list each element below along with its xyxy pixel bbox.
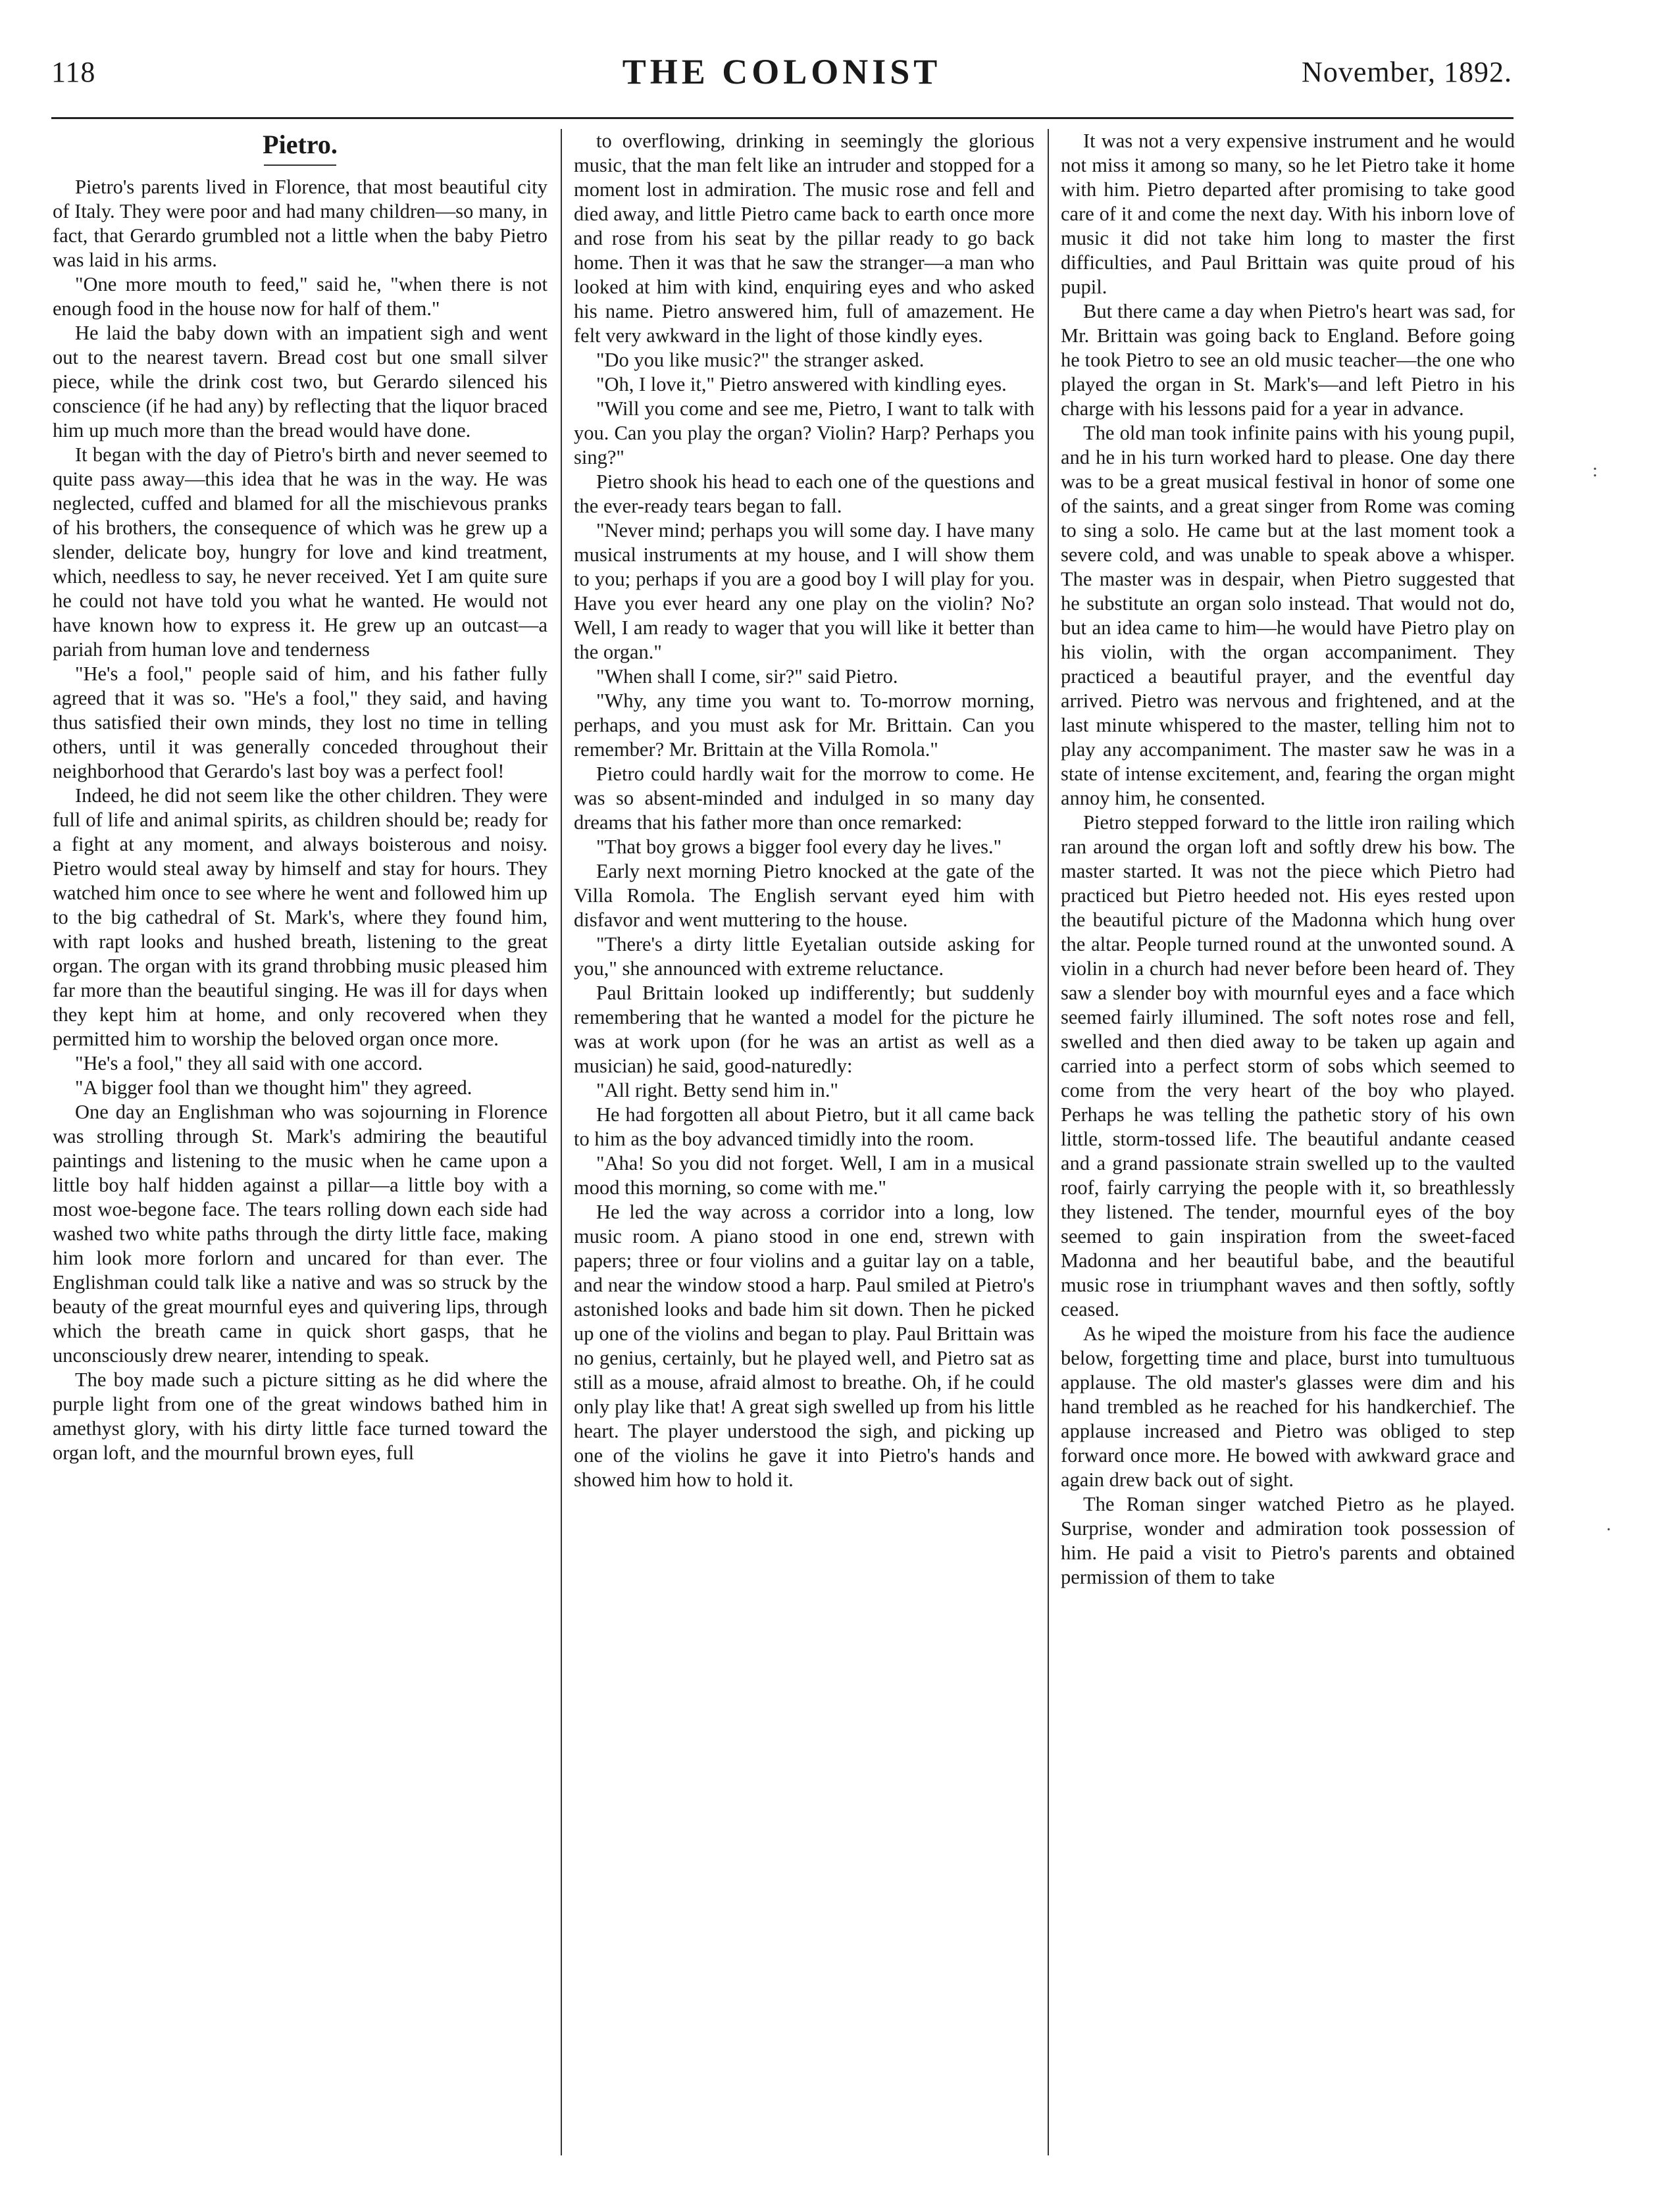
paragraph: "Will you come and see me, Pietro, I want to talk with you. Can you play the organ? Violin? Harp? Perhaps you sing?" <box>574 397 1034 468</box>
paragraph: "He's a fool," people said of him, and his father fully agreed that it was so. "He's a fool," they said, and having thus satisfied their own minds, they lost no time in telling others, until it was generally conceded throughout their neighborhood that Gerardo's last boy was a perfect fool! <box>53 663 547 782</box>
article-title: Pietro. <box>263 130 338 159</box>
paragraph: He had forgotten all about Pietro, but it all came back to him as the boy advanced timidly into the room. <box>574 1103 1034 1150</box>
paragraph: Pietro could hardly wait for the morrow to come. He was so absent-minded and indulged in so many day dreams that his father more than once remarked: <box>574 763 1034 834</box>
paragraph: Pietro's parents lived in Florence, that most beautiful city of Italy. They were poor and had many children—so many, in fact, that Gerardo grumbled not a little when the baby Pietro was laid in his arms. <box>53 176 547 271</box>
paragraph: "That boy grows a bigger fool every day he lives." <box>596 836 1002 858</box>
paragraph: Paul Brittain looked up indifferently; but suddenly remembering that he wanted a model for the picture he was at work upon (for he was an artist as well as a musician) he said, good-naturedly: <box>574 982 1034 1077</box>
issue-date: November, 1892. <box>1302 56 1512 88</box>
paragraph: Indeed, he did not seem like the other children. They were full of life and animal spirits, as children should be; ready for a fight at any moment, and always boisterous and noisy. Pietro would steal away by himself and stay for hours. They watched him once to see where he went and followed him up to the big cathedral of St. Mark's, where they found him, with rapt looks and hushed breath, listening to the great organ. The organ with its grand throbbing music pleased him far more than the beautiful singing. He was ill for days when they kept him at home, and only recovered when they permitted him to worship the beloved organ once more. <box>53 784 547 1050</box>
column-1-body <box>53 175 547 1465</box>
paragraph: But there came a day when Pietro's heart was sad, for Mr. Brittain was going back to England. Before going he took Pietro to see an old music teacher—the one who played the organ in St. Mark's—and left Pietro in his charge with his lessons paid for a year in advance. <box>1061 300 1515 420</box>
paragraph: "All right. Betty send him in." <box>596 1079 839 1101</box>
paragraph: "When shall I come, sir?" said Pietro. <box>596 665 898 688</box>
paragraph: "One more mouth to feed," said he, "when there is not enough food in the house now for half of them." <box>53 273 547 320</box>
paragraph: One day an Englishman who was sojourning in Florence was strolling through St. Mark's admiring the beautiful paintings and listening to the music when he came upon a little boy half hidden against a pillar—a little boy with a most woe-begone face. The tears rolling down each side had washed two white paths through the dirty little face, making him look more forlorn and uncared for than ever. The Englishman could talk like a native and was so struck by the beauty of the great mournful eyes and quivering lips, through which the breath came in quick short gasps, that he unconsciously drew nearer, intending to speak. <box>53 1101 547 1367</box>
column-2-body <box>574 129 1034 1492</box>
column-3 <box>1061 129 1515 2155</box>
header-rule <box>51 117 1513 119</box>
page-header <box>51 51 1512 97</box>
paragraph: "He's a fool," they all said with one accord. <box>75 1052 423 1074</box>
paragraph: "A bigger fool than we thought him" they agreed. <box>75 1076 472 1099</box>
page-number: 118 <box>51 56 96 88</box>
paragraph: "Oh, I love it," Pietro answered with kindling eyes. <box>596 373 1007 395</box>
paragraph: Early next morning Pietro knocked at the gate of the Villa Romola. The English servant eyed him with disfavor and went muttering to the house. <box>574 860 1034 931</box>
margin-mark: : <box>1592 461 1598 481</box>
paragraph: Pietro stepped forward to the little iron railing which ran around the organ loft and softly drew his bow. The master started. It was not the piece which Pietro had practiced but Pietro heeded not. His eyes rested upon the beautiful picture of the Madonna which hung over the altar. People turned round at the unwonted sound. A violin in a church had never before been heard of. They saw a slender boy with mournful eyes and a face which seemed fairly illumined. The soft notes rose and fell, swelled and then died away to be taken up again and carried into a perfect storm of sobs which seemed to come from the very heart of the boy who played. Perhaps he was telling the pathetic story of his own little, storm-tossed life. The beautiful andante ceased and a grand passionate strain swelled up to the vaulted roof, fairly carrying the people with it, so breathlessly they listened. The tender, mournful eyes of the boy seemed to gain inspiration from the sweet-faced Madonna and her beautiful babe, and the beautiful music rose in triumphant waves and then softly, softly ceased. <box>1061 811 1515 1320</box>
title-rule <box>264 164 336 166</box>
column-rule-1 <box>561 129 562 2155</box>
column-rule-2 <box>1048 129 1049 2155</box>
paragraph: "Do you like music?" the stranger asked. <box>596 349 925 371</box>
paragraph: The boy made such a picture sitting as he did where the purple light from one of the great windows bathed him in amethyst glory, with his dirty little face turned toward the organ loft, and the mournful brown eyes, full <box>53 1369 547 1464</box>
paragraph: The Roman singer watched Pietro as he played. Surprise, wonder and admiration took possession of him. He paid a visit to Pietro's parents and obtained permission of them to take <box>1061 1493 1515 1588</box>
column-1 <box>53 129 547 2155</box>
paragraph: As he wiped the moisture from his face the audience below, forgetting time and place, burst into tumultuous applause. The old master's glasses were dim and his hand trembled as he reached for his handkerchief. The applause increased and Pietro was obliged to step forward once more. He bowed with awkward grace and again drew back out of sight. <box>1061 1322 1515 1491</box>
paragraph: "Aha! So you did not forget. Well, I am in a musical mood this morning, so come with me." <box>574 1152 1034 1199</box>
column-2 <box>574 129 1034 2155</box>
paragraph: He laid the baby down with an impatient sigh and went out to the nearest tavern. Bread cost but one small silver piece, while the drink cost two, but Gerardo silenced his conscience (if he had any) by reflecting that the liquor braced him up much more than the bread would have done. <box>53 322 547 441</box>
paragraph: "Never mind; perhaps you will some day. I have many musical instruments at my house, and I will show them to you; perhaps if you are a good boy I will play for you. Have you ever heard any one play on the violin? No? Well, I am ready to wager that you will like it better than the organ." <box>574 519 1034 663</box>
paragraph: "Why, any time you want to. To-morrow morning, perhaps, and you must ask for Mr. Brittain. Can you remember? Mr. Brittain at the Villa Romola." <box>574 690 1034 761</box>
paragraph: Pietro shook his head to each one of the questions and the ever-ready tears began to fall. <box>574 470 1034 517</box>
paragraph: It began with the day of Pietro's birth and never seemed to quite pass away—this idea that he was in the way. He was neglected, cuffed and blamed for all the mischievous pranks of his brothers, the consequence of which was he grew up a slender, delicate boy, hungry for love and kind treatment, which, needless to say, he never received. Yet I am quite sure he could not have told you what he wanted. He would not have known how to express it. He grew up an outcast—a pariah from human love and tenderness <box>53 443 547 661</box>
paragraph: He led the way across a corridor into a long, low music room. A piano stood in one end, strewn with papers; three or four violins and a guitar lay on a table, and near the window stood a harp. Paul smiled at Pietro's astonished looks and bade him sit down. Then he picked up one of the violins and began to play. Paul Brittain was no genius, certainly, but he played well, and Pietro sat as still as a mouse, afraid almost to breathe. Oh, if he could only play like that! A great sigh swelled up from his little heart. The player understood the sigh, and picking up one of the violins he gave it into Pietro's hands and showed him how to hold it. <box>574 1201 1034 1491</box>
newspaper-title: THE COLONIST <box>622 52 942 91</box>
paragraph: The old man took infinite pains with his young pupil, and he in his turn worked hard to please. One day there was to be a great musical festival in honor of some one of the saints, and a great singer from Rome was coming to sing a solo. He came but at the last moment took a severe cold, and was unable to speak above a whisper. The master was in despair, when Pietro suggested that he substitute an organ solo instead. That would not do, but an idea came to him—he would have Pietro play on his violin, with the organ accompaniment. They practiced a beautiful prayer, and the eventful day arrived. Pietro was nervous and frightened, and at the last minute whispered to the master, telling him not to play any accompaniment. The master saw he was in a state of intense excitement, and, fearing the organ might annoy him, he consented. <box>1061 422 1515 809</box>
paragraph: It was not a very expensive instrument and he would not miss it among so many, so he let Pietro take it home with him. Pietro departed after promising to take good care of it and come the next day. With his inborn love of music it did not take him long to master the first difficulties, and Paul Brittain was quite proud of his pupil. <box>1061 130 1515 298</box>
paragraph: "There's a dirty little Eyetalian outside asking for you," she announced with extreme reluctance. <box>574 933 1034 980</box>
paragraph: to overflowing, drinking in seemingly the glorious music, that the man felt like an intruder and stopped for a moment lost in admiration. The music rose and fell and died away, and little Pietro came back to earth once more and rose from his seat by the pillar ready to go back home. Then it was that he saw the stranger—a man who looked at him with kind, enquiring eyes and who asked his name. Pietro answered him, full of amazement. He felt very awkward in the light of those kindly eyes. <box>574 130 1034 347</box>
margin-mark: · <box>1606 1520 1612 1540</box>
column-3-body <box>1061 129 1515 1590</box>
